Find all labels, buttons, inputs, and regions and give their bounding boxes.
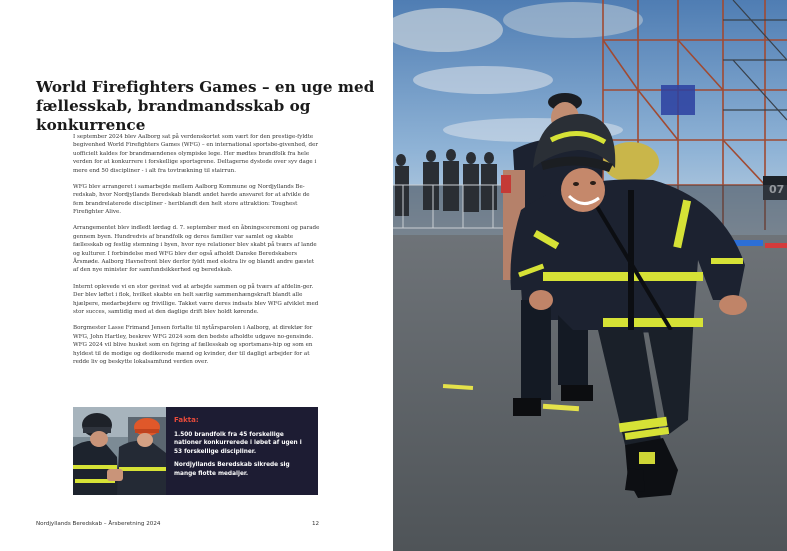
facts-heading: Fakta: bbox=[174, 416, 199, 424]
paragraph-5: Borgmester Lasse Frimand Jensen fortalte til nytårsparolen i Aalborg, at direktør for WFG, John Hartley, beskrev WFG 2024 som den bedste afholdte udgave no-gensinde. WFG 2024 vil blive husket som en fejring af fællesskab og sportsmans-hip og som en hyldest til de modige og dedikerede mænd og kvinder, der til dagligt arbejder for at redde liv og beskytte lokalsamfund verden over. bbox=[73, 325, 314, 365]
right-page-photo bbox=[393, 0, 787, 551]
article-body bbox=[73, 133, 321, 374]
title-line-1: World Firefighters Games – en uge med bbox=[36, 78, 375, 96]
footer-publication: Nordjyllands Beredskab – Årsberetning 2024 bbox=[36, 521, 161, 527]
facts-photo bbox=[73, 407, 166, 495]
facts-line-medals: Nordjyllands Beredskab sikrede sig mange flotte medaljer. bbox=[174, 462, 290, 477]
title-line-2: fællesskab, brandmandsskab og konkurrence bbox=[36, 97, 311, 134]
facts-box bbox=[73, 407, 318, 495]
article-title bbox=[36, 78, 381, 135]
firefighter-running-photo bbox=[393, 0, 787, 551]
footer-page-number: 12 bbox=[312, 521, 320, 527]
facts-line-participants: 1.500 brandfolk fra 45 forskellige nationer konkurrerede i løbet af ugen i 53 forskellige discipliner. bbox=[174, 432, 302, 455]
paragraph-3: Arrangementet blev indledt lørdag d. 7. september med en åbningsceremoni og parade gennem byen. Hundredvis af brandfolk og deres familier var samlet og skabte fællesskab og festlig stemning i byen, hvor nye relationer blev skabt på tværs af lande og kulturer. I forbindelse med WFG blev der også afholdt Danske Beredskabers Årsmøde. Aalborg Havnefront blev derfor fyldt med ekstra liv og blandt andre gæstet af den nye minister for samfundsikkerhed og beredskab. bbox=[73, 225, 320, 274]
left-page bbox=[0, 0, 393, 551]
firefighters-photo-illustration bbox=[73, 407, 166, 495]
paragraph-4: Internt oplevede vi en stor gevinst ved at arbejde sammen og på tværs af afdelin-ger. Der blev løftet i flok, hvilket skabte en helt særlig sammenhængskraft blandt alle hjælpere, medarbejdere og frivillige. Takket være deres indsats blev WFG afviklet med stor succes, samtidig med at den daglige drift blev holdt kørende. bbox=[73, 283, 319, 315]
facts-text bbox=[166, 407, 318, 495]
paragraph-2: WFG blev arrangeret i samarbejde mellem Aalborg Kommune og Nordjyllands Be-redskab, hvor Nordjyllands Beredskab blandt andet havde ansvaret for at afvikle de fem brandrelaterede discipliner - heriblandt den helt store attraktion: Toughest Firefighter Alive. bbox=[73, 183, 310, 216]
paragraph-1: I september 2024 blev Aalborg sat på verdenskortet som vært for den prestige-fyldte begivenhed World Firefighters Games (WFG) – en international sportsbe-givenhed, der uofficielt kaldes for brandmændenes olympiske lege. Her mødtes brandfolk fra hele verden for at konkurrere i forskellige sportsgrene. Deltagerne dystede over syv dage i mere end 50 discipliner - i alt fra tovtrækning til stairrun. bbox=[73, 134, 319, 174]
